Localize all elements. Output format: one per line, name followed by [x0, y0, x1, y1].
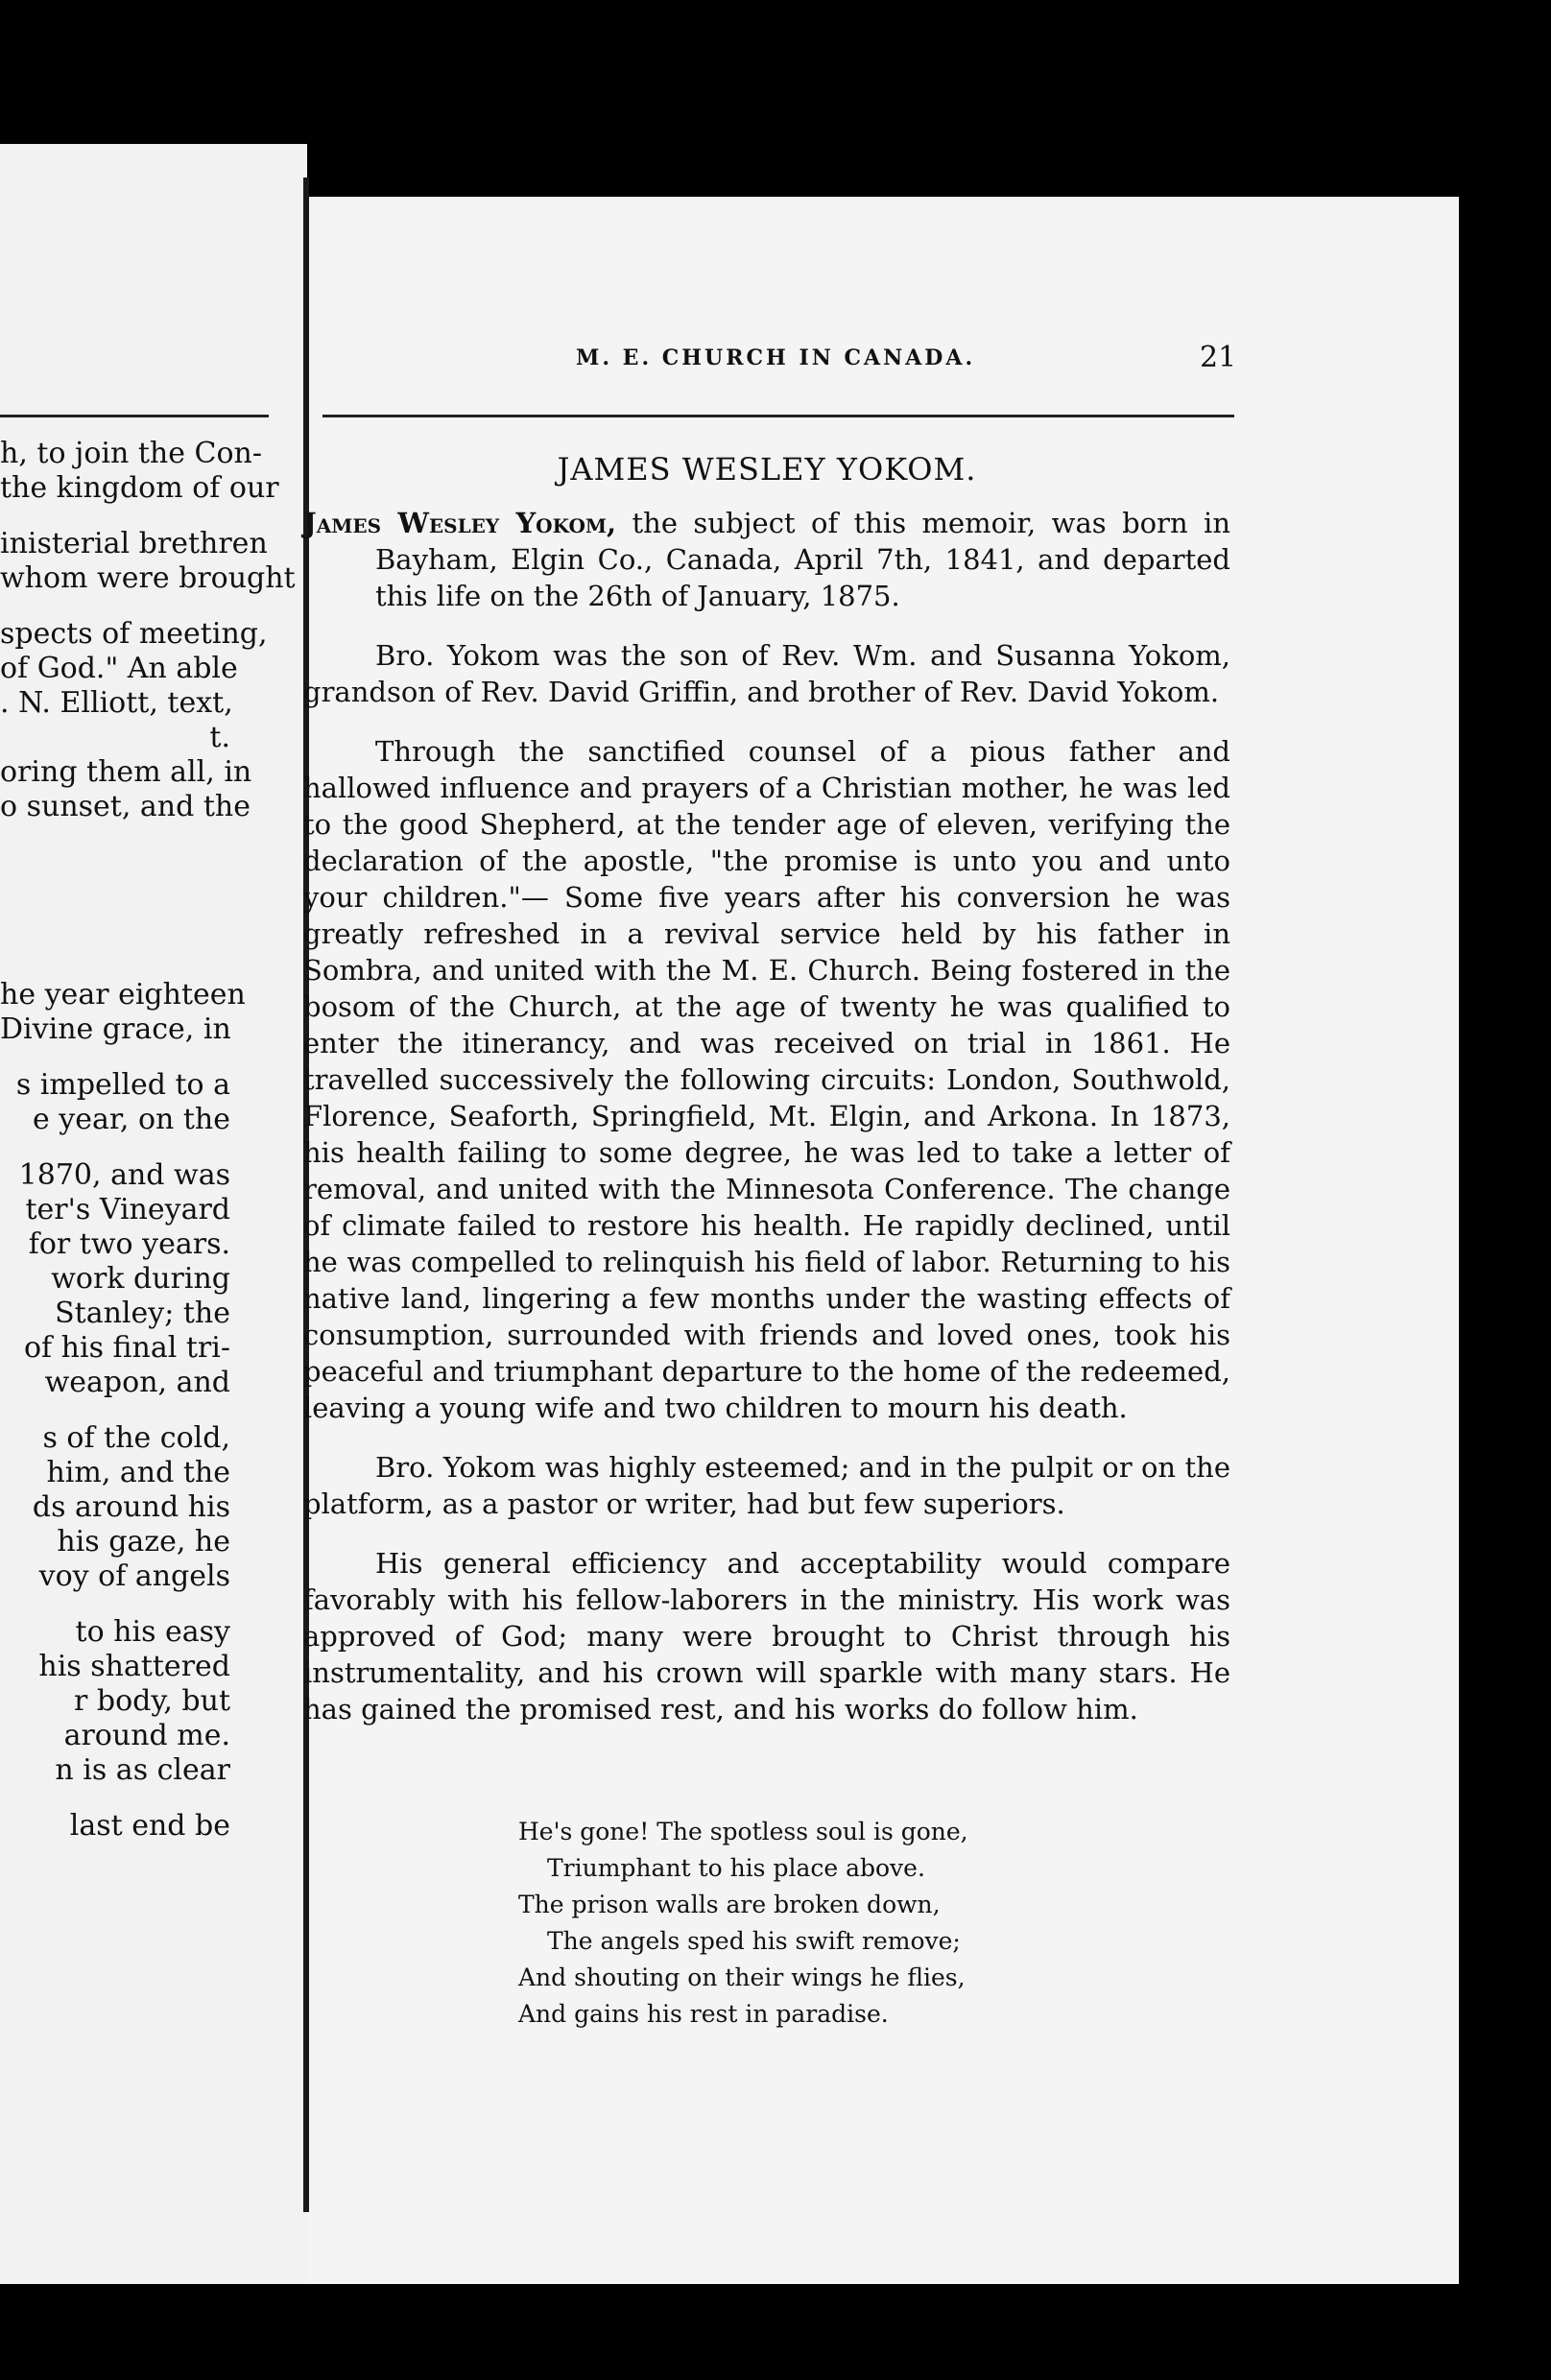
memoir-paragraph-5: His general efficiency and acceptability would compare favorably with his fellow-laborers in the ministry. His work was approved of God; many were brought to Christ through his instrumentality, and his crown will sparkle with many stars. He has gained the promised rest, and his works do follow him.: [303, 1547, 1230, 1726]
left-line: s of the cold,: [42, 1421, 230, 1455]
left-line: t.: [209, 721, 230, 754]
left-line: whom were brought: [0, 561, 296, 595]
left-line: around me.: [63, 1719, 230, 1752]
left-line: him, and the: [46, 1456, 230, 1489]
poem-line: He's gone! The spotless soul is gone,: [518, 1818, 968, 1845]
poem-line: The prison walls are broken down,: [518, 1891, 941, 1918]
left-line: work during: [51, 1262, 230, 1296]
poem-line: The angels sped his swift remove;: [547, 1927, 961, 1955]
poem-line: And gains his rest in paradise.: [518, 2000, 889, 2028]
left-line: oring them all, in: [0, 755, 252, 789]
page-number: 21: [1200, 341, 1237, 374]
left-line: h, to join the Con-: [0, 437, 263, 470]
left-line: e year, on the: [32, 1103, 230, 1136]
left-line: s impelled to a: [15, 1068, 230, 1102]
paragraph-text: the subject of this memoir, was born in Bayham, Elgin Co., Canada, April 7th, 1841, and departed this life on the 26th of January, 1875.: [375, 507, 1230, 612]
left-line: Divine grace, in: [0, 1012, 231, 1046]
left-line: inisterial brethren: [0, 527, 268, 560]
left-line: he year eighteen: [0, 978, 246, 1012]
memoir-paragraph-4: Bro. Yokom was highly esteemed; and in the pulpit or on the platform, as a pastor or writer, had but few superiors.: [303, 1451, 1230, 1520]
memoir-paragraph-2: Bro. Yokom was the son of Rev. Wm. and Susanna Yokom, grandson of Rev. David Griffin, and brother of Rev. David Yokom.: [303, 639, 1230, 708]
left-line: ds around his: [32, 1490, 230, 1524]
poem-line: Triumphant to his place above.: [547, 1854, 925, 1882]
left-line: ter's Vineyard: [25, 1193, 230, 1226]
header-rule: [322, 415, 1234, 417]
left-line: of his final tri-: [23, 1331, 230, 1365]
left-line: the kingdom of our: [0, 471, 279, 505]
left-page-rule: [0, 415, 269, 417]
memoir-paragraph-3: Through the sanctified counsel of a pious father and hallowed influence and prayers of a Christian mother, he was led to the good Shepherd, at the tender age of eleven, verifying the declaration of the apostle, "the promise is unto you and unto your children."— Some five years after his conversion he was greatly refreshed in a revival service held by his father in Sombra, and united with the M. E. Church. Being fostered in the bosom of the Church, at the age of twenty he was qualified to enter the itinerancy, and was received on trial in 1861. He travelled successively the following circuits: London, Southwold, Florence, Seaforth, Springfield, Mt. Elgin, and Arkona. In 1873, his health failing to some degree, he was led to take a letter of removal, and united with the Minnesota Conference. The change of climate failed to restore his health. He rapidly declined, until he was compelled to relinquish his field of labor. Returning to his native land, lingering a few months under the wasting effects of consumption, surrounded with friends and loved ones, took his peaceful and triumphant departure to the home of the redeemed, leaving a young wife and two children to mourn his death.: [303, 735, 1230, 1424]
subject-name: James Wesley Yokom,: [303, 507, 617, 539]
left-line: his gaze, he: [57, 1525, 230, 1559]
left-line: r body, but: [74, 1684, 230, 1718]
left-line: . N. Elliott, text,: [0, 686, 233, 720]
left-line: o sunset, and the: [0, 790, 251, 823]
memoir-title: JAMES WESLEY YOKOM.: [557, 451, 977, 488]
poem-line: And shouting on their wings he flies,: [518, 1964, 966, 1991]
left-line: voy of angels: [38, 1559, 230, 1593]
left-line: 1870, and was: [18, 1158, 230, 1192]
left-line: for two years.: [28, 1227, 230, 1261]
memoir-paragraph-1: [303, 505, 1230, 614]
left-line: weapon, and: [44, 1366, 230, 1399]
left-line: of God." An able: [0, 652, 238, 685]
left-line: last end be: [69, 1809, 230, 1843]
left-line: spects of meeting,: [0, 617, 268, 651]
left-line: Stanley; the: [55, 1297, 230, 1330]
left-line: to his easy: [75, 1615, 230, 1649]
memoir-body: [303, 451, 1230, 1750]
running-head: M. E. CHURCH IN CANADA.: [576, 345, 976, 370]
left-page-text: [0, 437, 296, 1844]
poem: [518, 1814, 968, 2033]
left-line: n is as clear: [55, 1753, 230, 1787]
left-line: his shattered: [38, 1650, 230, 1683]
